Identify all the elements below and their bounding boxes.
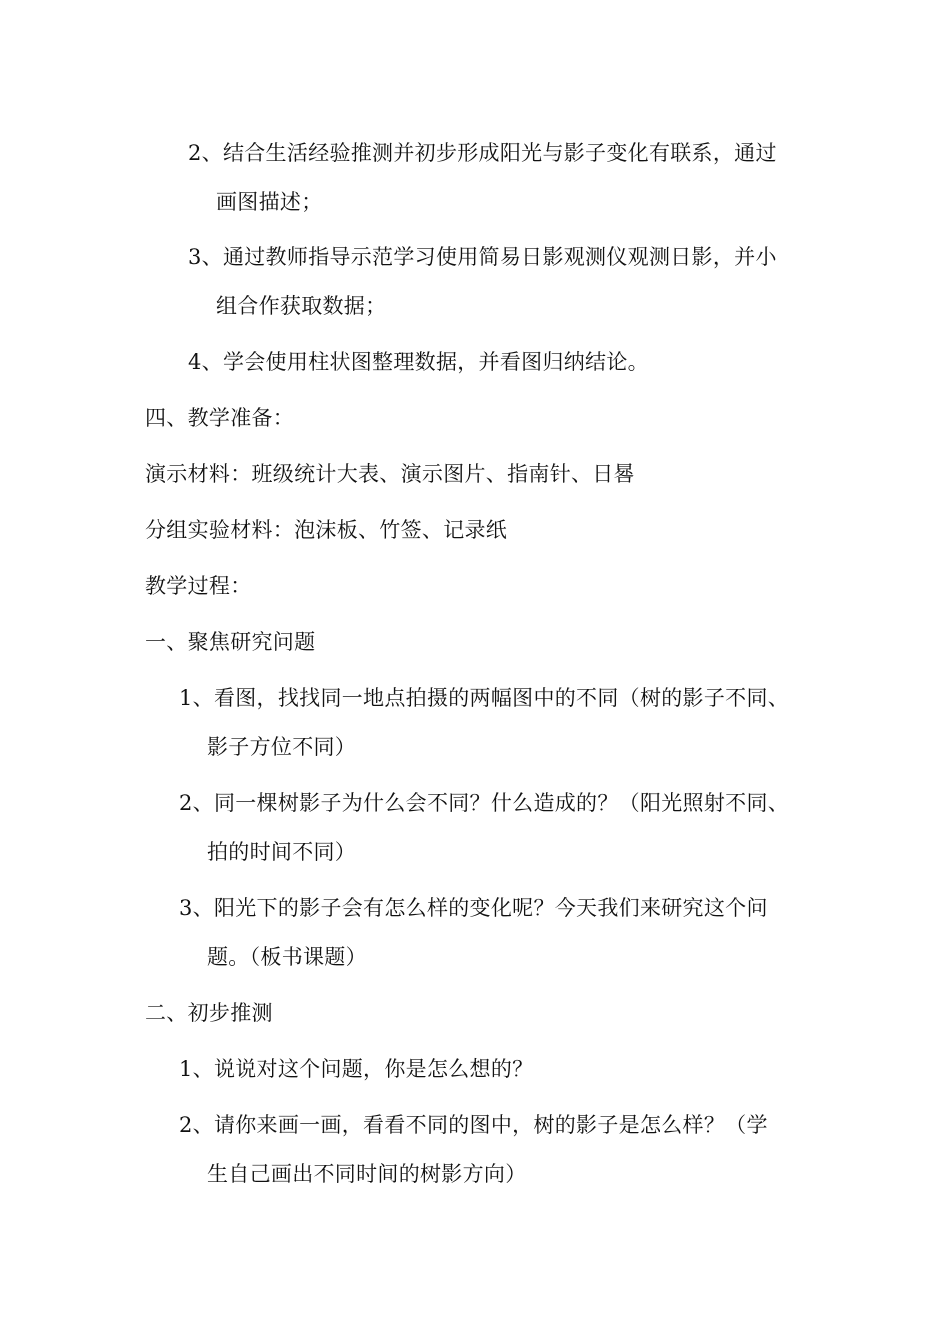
section-1-item-1-line-2: 影子方位不同） [207,735,357,759]
objective-3-line-2: 组合作获取数据； [216,294,387,318]
section-2-item-2-line-2: 生自己画出不同时间的树影方向） [207,1162,527,1186]
objective-2-line-1: 2、结合生活经验推测并初步形成阳光与影子变化有联系，通过 [188,141,777,165]
section-1-item-2-line-2: 拍的时间不同） [207,840,357,864]
section-1-item-3-line-2: 题。（板书课题） [207,945,367,969]
section-1-item-3-line-1: 3、阳光下的影子会有怎么样的变化呢？今天我们来研究这个问 [179,896,768,920]
demo-materials: 演示材料：班级统计大表、演示图片、指南针、日晷 [145,462,635,486]
group-materials: 分组实验材料：泡沫板、竹签、记录纸 [145,518,508,542]
section-1-item-2-line-1: 2、同一棵树影子为什么会不同？什么造成的？（阳光照射不同、 [179,791,790,815]
preparation-heading: 四、教学准备： [145,406,295,430]
section-2-heading: 二、初步推测 [145,1001,273,1025]
process-heading: 教学过程： [145,574,252,598]
section-2-item-2-line-1: 2、请你来画一画，看看不同的图中，树的影子是怎么样？（学 [179,1113,768,1137]
section-1-item-1-line-1: 1、看图，找找同一地点拍摄的两幅图中的不同（树的影子不同、 [179,686,790,710]
section-1-heading: 一、聚焦研究问题 [145,630,316,654]
section-2-item-1-line-1: 1、说说对这个问题，你是怎么想的？ [179,1057,534,1081]
objective-4-line-1: 4、学会使用柱状图整理数据，并看图归纳结论。 [188,350,649,374]
objective-2-line-2: 画图描述； [216,190,323,214]
objective-3-line-1: 3、通过教师指导示范学习使用简易日影观测仪观测日影，并小 [188,245,777,269]
